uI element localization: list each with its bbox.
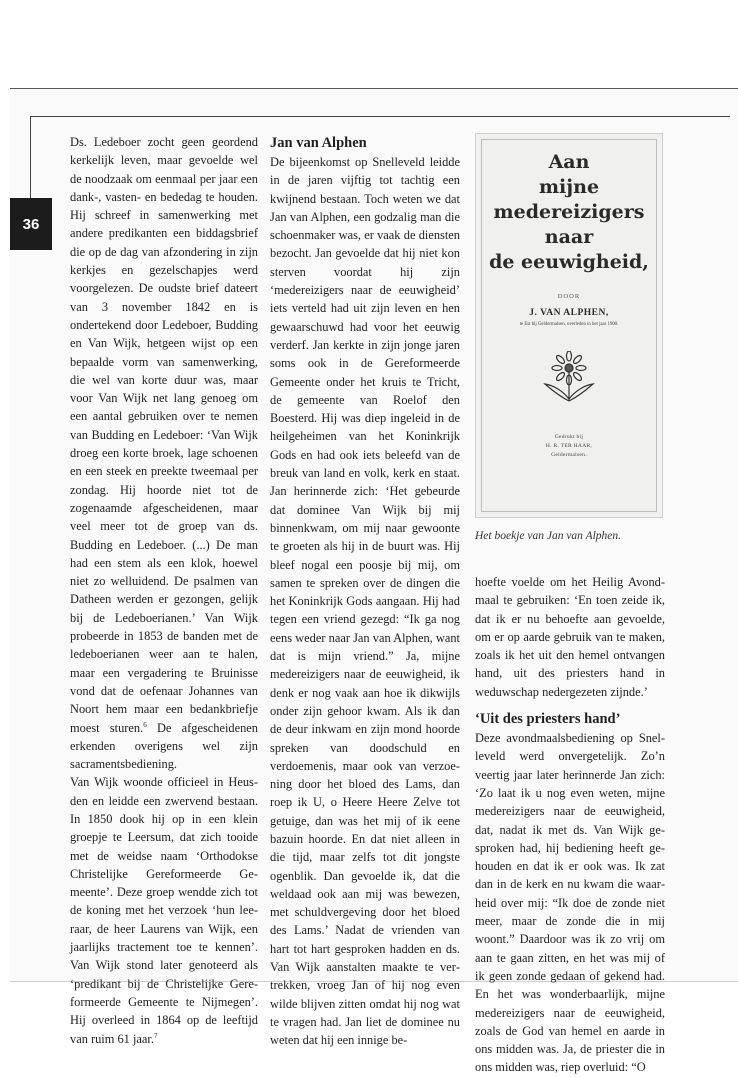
column-2	[270, 133, 460, 1050]
column-1	[70, 133, 258, 1048]
paragraph: Deze avondmaalsbediening op Snelleveld werd onvergetelijk. Zo’n veertig jaar later herinnerde Jan zich: ‘Zo laat ik u nog even weten, mijne medereizigers naar de eeuwigheid, dat, nadat ik met ds. Van Wijk gesproken had, hij bediening heeft gehouden en dat ik er ook was. Ik zat dan in de kerk en nu kwam die waarheid over mij: “Ik doe de zonde niet meer, maar de zonde die in mij woont.” Daardoor was ik zo vrij om aan te gaan zitten, en het was mij of ik geen zonde gedaan of gekend had. En het was wonderbaarlijk, mijne medereizigers naar de eeuwigheid, zoals de God van hemel en aarde in ons midden was. Ja, de priester die in ons midden was, riep overluid: “O	[475, 731, 665, 1075]
section-heading: Jan van Alphen	[270, 135, 367, 151]
column-3	[475, 573, 665, 1077]
booklet-door: DOOR	[557, 293, 581, 300]
footnote-ref: 6	[143, 720, 147, 729]
flower-ornament-icon	[539, 351, 599, 405]
page-number: 36	[10, 198, 52, 250]
footnote-ref: 7	[153, 1031, 158, 1040]
section-heading: ‘Uit des priesters hand’	[475, 711, 621, 728]
booklet-imprint: Gedrukt bij H. R. TER HAAR, Geldermalsen.	[545, 434, 593, 458]
paragraph: De bijeenkomst op Snelleveld leidde in de jaren vijftig tot tachtig een kwijnend bestaan. Toch weten we dat Jan van Alphen, een godzalig man die schoenmaker was, er vaak de diensten bezocht. Jan gevoelde dat hij niet kon sterven voordat hij zijn ‘medereizigers naar de eeuwigheid’ iets verteld had uit zijn leven en hen gewaarschuwd had voor het eeuwig verderf. Jan kerkte in zijn jonge jaren soms ook in de Gereformeerde Gemeente onder het kruis te Tricht, de gemeente van Roelof den Boesterd. Hij was diep ingeleid in de heilgeheimen van het Koninkrijk Gods en had ook iets beleefd van de breuk van land en volk, kerk en staat. Jan herinnerde zich: ‘Het gebeurde dat dominee Van Wijk bij mij binnenkwam, om mij naar gewoonte te groeten als hij in de buurt was. Hij bleef nogal een poosje bij mij, om samen te spreken over de dingen die het Koninkrijk Gods aangaan. Hij had tegen een vriend gezegd: “Ik ga nog eens weder naar Jan van Alphen, want dat is mijn vriend.” Ja, mijne medereizigers naar de eeuwigheid, ik denk er nog vaak aan hoe ik dikwijls onder zijn gehoor kwam. Als ik dan de deur inkwam en zijn mond hoorde spreken van doodschuld en verdoemenis, maar ook van verzoening door het bloed des Lams, dan roep ik U, o Heere Heere Zelve tot getuige, dan was het mij of ik eene bazuin hoorde. En dat niet alleen in die tijd, maar zelfs tot dit jongste ogenblik. Dan gevoelde ik, dat die weldaad ook aan mij was bewezen, met schuldvergeving door het bloed des Lams.’ Nadat de vrienden van hart tot hart gesproken hadden en ds. Van Wijk aanstalten maakte te vertrekken, vroeg Jan of hij nog even wilde blijven zitten omdat hij nog wat te vragen had. Jan liet de dominee nu weten dat hij een innige be-	[270, 155, 460, 1048]
booklet-note: te Est bij Geldermalsen, overleden in het jaar 1900.	[519, 322, 619, 327]
booklet-author: J. VAN ALPHEN,	[529, 308, 609, 318]
header-rule	[30, 116, 730, 117]
paragraph: Ds. Ledeboer zocht geen geordend kerkelijk leven, maar gevoelde wel de noodzaak om eenmaal per jaar een dank-, vasten- en bededag te houden. Hij schreef in samenwerking met andere predikanten een biddagsbrief die op de dag van afzondering in zijn kerkjes en gezelschapjes werd voorgelezen. De oudste brief dateert van 3 november 1842 en is ondertekend door Ledeboer, Budding en Van Wijk, hetgeen wijst op een bepaalde vorm van samenwerking, die wel van korte duur was, maar voor Van Wijk net lang genoeg om een aantal gebruiken over te nemen van Budding en Ledeboer: ‘Van Wijk droeg een korte broek, lage schoenen en een steek en preekte tweemaal per zondag. Hij hoorde niet tot de zogenaamde afgescheidenen, maar veel meer tot de groep van ds. Budding en Ledeboer. (...) De man had een stem als een klok, hoewel niet zo welluidend. De psalmen van Datheen werden er gezongen, gelijk bij de Ledeboerianen.’ Van Wijk probeerde in 1853 de banden met de ledeboerianen weer aan te halen, maar een vergadering te Bruinisse vond dat de oefenaar Johannes van Noort hem maar een bedankbriefje moest sturen.$^6$ De afgescheidenen erkenden overigens wel zijn sacramentsbediening.	[70, 135, 258, 772]
image-caption: Het boekje van Jan van Alphen.	[475, 530, 622, 542]
booklet-image	[475, 133, 663, 518]
paragraph: Van Wijk woonde officieel in Heusden en leidde een zwervend bestaan. In 1850 dook hij op in een klein groepje te Leersum, dat zich tooide met de weidse naam ‘Orthodokse Christelijke Gereformeerde Gemeente’. Deze groep wendde zich tot de koning met het verzoek ‘hun leeraar, de heer Laurens van Wijk, een jaarlijks tractement toe te kennen’. Van Wijk stond later genoteerd als ‘predikant bij de Christelijke Gereformeerde Gemeente te Nijmegen’. Hij overleed in 1864 op de leeftijd van ruim 61 jaar.$^7$	[70, 775, 258, 1046]
booklet-title: Aan mijne medereizigers naar de eeuwigheid,	[489, 151, 649, 273]
paragraph: hoefte voelde om het Heilig Avondmaal te gebruiken: ‘En toen zeide ik, dat ik er nu behoefte aan gevoelde, om er op aarde gebruik van te maken, zoals ik het uit den hemel ontvangen hand, uit des priesters hand in weduwschap nedergezeten zijnde.’	[475, 575, 665, 699]
booklet-cover	[481, 139, 657, 512]
